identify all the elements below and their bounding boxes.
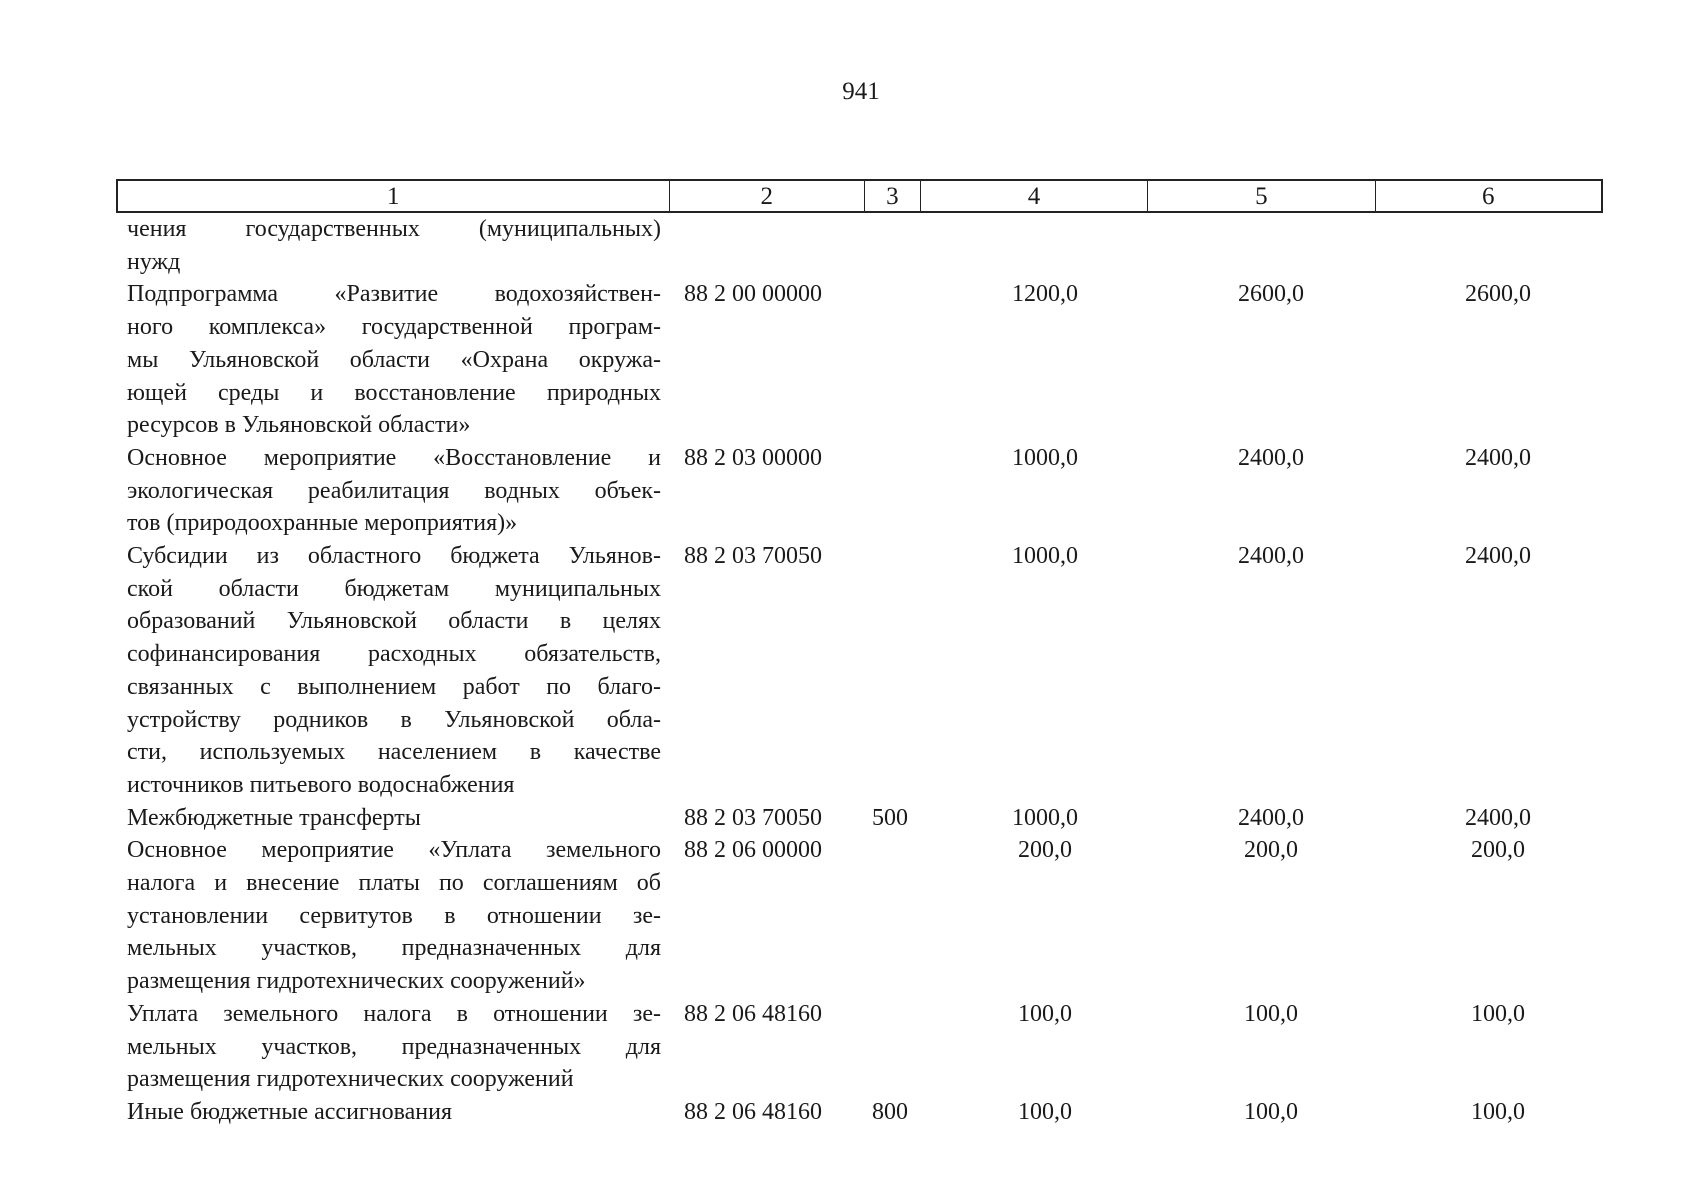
- row-expense-type: 800: [872, 1098, 908, 1125]
- description-line: ного комплекса» государственной програм-: [127, 314, 661, 341]
- row-value-col5: 2400,0: [1238, 444, 1304, 471]
- description-line: размещения гидротехнических сооружений: [127, 1066, 574, 1093]
- table-row: [0, 834, 1698, 998]
- description-line: устройству родников в Ульяновской обла-: [127, 706, 661, 733]
- row-description: [127, 278, 661, 442]
- table-row: [0, 540, 1698, 802]
- description-line: сти, используемых населением в качестве: [127, 739, 661, 766]
- row-code: 88 2 03 70050: [684, 543, 822, 570]
- description-line: чения государственных (муниципальных): [127, 216, 661, 242]
- description-line: Субсидии из областного бюджета Ульянов-: [127, 543, 661, 570]
- table-row: [0, 1096, 1698, 1129]
- table-row: [0, 802, 1698, 835]
- row-description: [127, 802, 661, 835]
- row-description: [127, 442, 661, 540]
- row-value-col4: 100,0: [1018, 1098, 1072, 1125]
- header-col-4: 4: [921, 181, 1148, 211]
- row-description: [127, 1096, 661, 1129]
- description-line: ской области бюджетам муниципальных: [127, 575, 661, 602]
- table-body: [0, 213, 1698, 1129]
- row-value-col5: 100,0: [1244, 1098, 1298, 1125]
- description-line: софинансирования расходных обязательств,: [127, 641, 661, 668]
- description-line: источников питьевого водоснабжения: [127, 771, 515, 798]
- description-line: Подпрограмма «Развитие водохозяйствен-: [127, 281, 661, 308]
- row-value-col6: 2400,0: [1465, 804, 1531, 831]
- description-line: образований Ульяновской области в целях: [127, 608, 661, 635]
- row-description: [127, 213, 661, 278]
- table-header: [116, 179, 1603, 213]
- row-value-col4: 1200,0: [1012, 281, 1078, 308]
- description-line: Уплата земельного налога в отношении зе-: [127, 1000, 661, 1027]
- row-value-col5: 2600,0: [1238, 281, 1304, 308]
- header-col-1: 1: [118, 181, 670, 211]
- row-value-col4: 1000,0: [1012, 543, 1078, 570]
- header-col-6: 6: [1482, 183, 1495, 210]
- row-value-col6: 200,0: [1471, 837, 1525, 864]
- row-value-col4: 100,0: [1018, 1000, 1072, 1027]
- description-line: установлении сервитутов в отношении зе-: [127, 902, 661, 929]
- row-value-col6: 2400,0: [1465, 444, 1531, 471]
- description-line: мы Ульяновской области «Охрана окружа-: [127, 346, 661, 373]
- table-row: [0, 442, 1698, 540]
- description-line: мельных участков, предназначенных для: [127, 935, 661, 962]
- description-line: тов (природоохранные мероприятия)»: [127, 510, 518, 537]
- header-col-2: 2: [670, 181, 865, 211]
- description-line: связанных с выполнением работ по благо-: [127, 673, 661, 700]
- page-number: 941: [842, 78, 880, 105]
- description-line: размещения гидротехнических сооружений»: [127, 968, 586, 995]
- description-line: мельных участков, предназначенных для: [127, 1033, 661, 1060]
- row-value-col4: 1000,0: [1012, 444, 1078, 471]
- row-value-col5: 2400,0: [1238, 804, 1304, 831]
- description-line: ющей среды и восстановление природных: [127, 379, 661, 406]
- description-line: нужд: [127, 248, 181, 275]
- row-value-col6: 2400,0: [1465, 543, 1531, 570]
- row-code: 88 2 06 48160: [684, 1098, 822, 1125]
- row-value-col6: 100,0: [1471, 1000, 1525, 1027]
- row-code: 88 2 06 00000: [684, 837, 822, 864]
- row-value-col6: 2600,0: [1465, 281, 1531, 308]
- row-code: 88 2 03 00000: [684, 444, 822, 471]
- description-line: налога и внесение платы по соглашениям об: [127, 870, 661, 897]
- description-line: Межбюджетные трансферты: [127, 804, 421, 831]
- row-code: 88 2 06 48160: [684, 1000, 822, 1027]
- row-value-col4: 200,0: [1018, 837, 1072, 864]
- row-value-col5: 100,0: [1244, 1000, 1298, 1027]
- row-description: [127, 834, 661, 998]
- row-code: 88 2 03 70050: [684, 804, 822, 831]
- row-description: [127, 540, 661, 802]
- description-line: ресурсов в Ульяновской области»: [127, 412, 471, 439]
- row-description: [127, 998, 661, 1096]
- row-expense-type: 500: [872, 804, 908, 831]
- table-row: [0, 278, 1698, 442]
- description-line: Основное мероприятие «Уплата земельного: [127, 837, 661, 864]
- table-row: [0, 998, 1698, 1096]
- row-value-col5: 2400,0: [1238, 543, 1304, 570]
- row-value-col5: 200,0: [1244, 837, 1298, 864]
- description-line: экологическая реабилитация водных объек-: [127, 477, 661, 504]
- row-value-col4: 1000,0: [1012, 804, 1078, 831]
- row-value-col6: 100,0: [1471, 1098, 1525, 1125]
- header-col-3: 3: [865, 181, 921, 211]
- description-line: Основное мероприятие «Восстановление и: [127, 444, 661, 471]
- table-row: [0, 213, 1698, 278]
- description-line: Иные бюджетные ассигнования: [127, 1098, 452, 1125]
- header-col-5: 5: [1148, 181, 1375, 211]
- row-code: 88 2 00 00000: [684, 281, 822, 308]
